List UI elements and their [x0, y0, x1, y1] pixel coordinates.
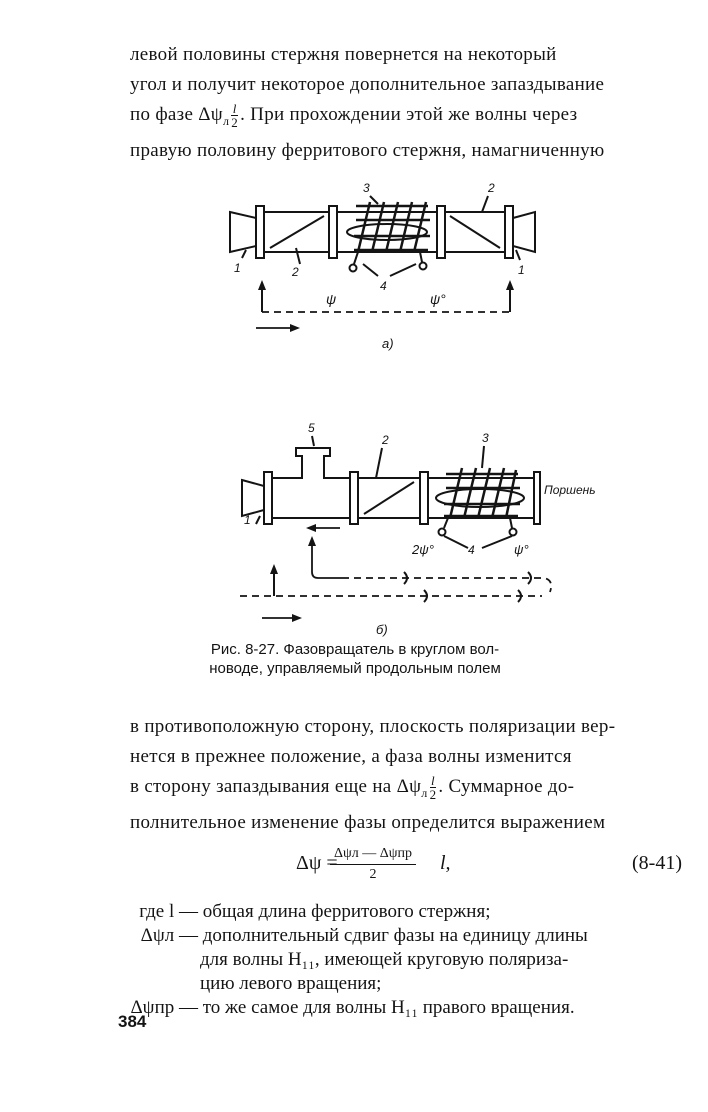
- coil: [444, 468, 520, 518]
- phase-label: ψ: [326, 291, 337, 307]
- right-horn: [513, 212, 535, 252]
- definition-text: то же самое для волны H₁₁ правого вращения.: [202, 997, 575, 1018]
- text-fragment: . При прохождении этой же волны через: [240, 104, 578, 125]
- definition-item: [118, 996, 688, 1020]
- equation-fraction: [330, 844, 416, 885]
- label-4: 4: [468, 543, 475, 557]
- equation-denominator: 2: [369, 867, 377, 882]
- fraction-numerator: l: [431, 773, 435, 789]
- text-line: в противоположную сторону, плоскость поляризации вер-: [130, 716, 616, 737]
- terminal: [420, 263, 427, 270]
- label-1: 1: [244, 513, 251, 527]
- fraction-numerator: l: [232, 101, 237, 117]
- figure-b: [232, 412, 602, 638]
- text-line: полнительное изменение фазы определится выражением: [130, 812, 606, 833]
- definition-item: [118, 924, 688, 996]
- page-number: 384: [118, 1012, 147, 1031]
- caption-line: новоде, управляемый продольным полем: [209, 660, 501, 677]
- definition-symbol: где l —: [139, 901, 198, 922]
- figure-a: [220, 172, 540, 352]
- phase-label: ψ°: [514, 542, 529, 557]
- definitions-list: [118, 900, 688, 1020]
- text-line: нется в прежнее положение, а фаза волны изменится: [130, 746, 572, 767]
- equation-numerator: Δψл — Δψпр: [330, 844, 416, 865]
- terminal: [350, 265, 357, 272]
- label-2: 2: [382, 433, 389, 447]
- left-flange: [264, 472, 272, 524]
- definition-symbol: Δψпр —: [130, 997, 198, 1018]
- figure-caption: [205, 640, 505, 678]
- phase-label: ψ°: [430, 291, 446, 307]
- definition-continuation: для волны H₁₁, имеющей круговую поляриза-: [200, 949, 569, 970]
- terminal: [439, 529, 446, 536]
- text-line: [130, 772, 682, 802]
- panel-label: б): [376, 622, 388, 637]
- subscript: л: [421, 785, 428, 800]
- definition-continuation: цию левого вращения;: [200, 973, 382, 994]
- text-fragment: в сторону запаздывания еще на Δψ: [130, 776, 422, 797]
- text-line: угол и получит некоторое дополнительное запаздывание: [130, 74, 605, 95]
- definition-symbol: Δψл —: [140, 925, 198, 946]
- equation-rhs: l,: [440, 852, 451, 874]
- text-fragment: . Суммарное до-: [438, 776, 575, 797]
- right-flange: [505, 206, 513, 258]
- label-2: 2: [488, 181, 495, 195]
- top-paragraph: [130, 40, 682, 166]
- left-horn: [242, 480, 264, 516]
- text-line: левой половины стержня повернется на некоторый: [130, 44, 557, 65]
- left-flange: [256, 206, 264, 258]
- caption-line: Рис. 8-27. Фазовращатель в круглом вол-: [210, 641, 500, 658]
- fraction-denominator: 2: [231, 115, 239, 131]
- left-horn: [230, 212, 256, 252]
- equation-lhs: Δψ =: [296, 852, 338, 874]
- label-3: 3: [482, 431, 489, 445]
- label-4: 4: [380, 279, 387, 293]
- equation-number: (8-41): [632, 852, 682, 874]
- panel-label: а): [382, 336, 394, 351]
- terminal: [510, 529, 517, 536]
- text-fragment: по фазе Δψ: [130, 104, 223, 125]
- phase-label: 2ψ°: [412, 542, 434, 557]
- label-1: 1: [518, 263, 525, 277]
- label-1: 1: [234, 261, 241, 275]
- definition-item: [118, 900, 688, 924]
- bottom-paragraph: [130, 712, 682, 838]
- fraction: [430, 774, 437, 801]
- definition-text: дополнительный сдвиг фазы на единицу длины: [202, 925, 588, 946]
- definition-text: общая длина ферритового стержня;: [202, 901, 491, 922]
- label-3: 3: [363, 181, 370, 195]
- fraction: [231, 102, 238, 129]
- text-line: [130, 100, 682, 130]
- tee-section: [272, 448, 350, 518]
- piston-label: Поршень: [544, 483, 596, 497]
- label-2: 2: [292, 265, 299, 279]
- subscript: л: [222, 113, 230, 128]
- label-5: 5: [308, 421, 315, 435]
- section-ferrite: [428, 478, 534, 518]
- equation-8-41: [130, 842, 682, 884]
- text-line: правую половину ферритового стержня, намагниченную: [130, 140, 605, 161]
- fraction-denominator: 2: [429, 787, 437, 803]
